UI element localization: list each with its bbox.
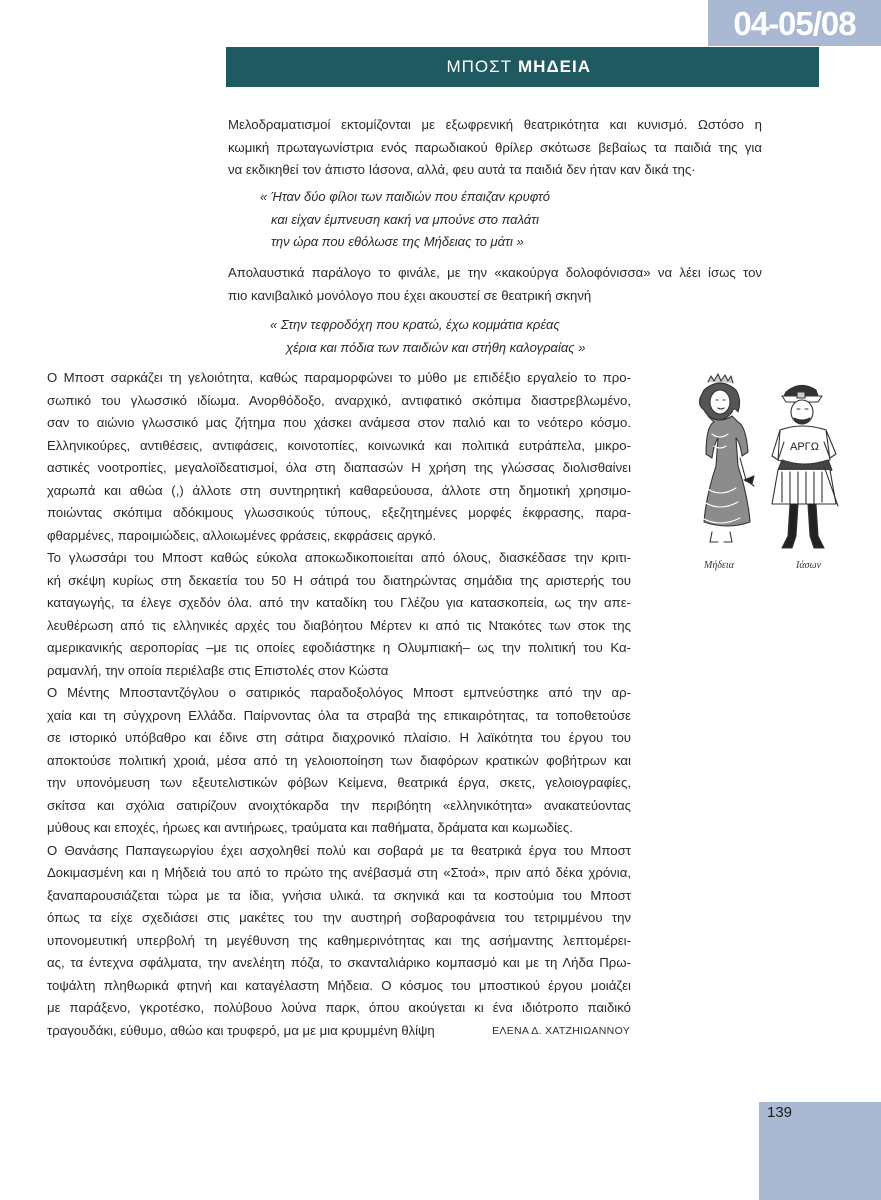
text-line: Ο Θανάσης Παπαγεωργίου έχει ασχοληθεί πολύ και σοβαρά με τα θεατρικά έργα του Μποστ: [47, 842, 631, 858]
text-line: να εκδικηθεί τον άπιστο Ιάσονα, αλλά, φευ αυτά τα παιδιά δεν ήταν καν δικά της·: [228, 162, 696, 177]
intro-paragraph: [228, 114, 762, 182]
text-line: χαρωπά και αθώα (,) άλλοτε στη συντηρητική καθαρεύουσα, άλλοτε στη δημοτική χρησιμο-: [47, 482, 631, 498]
text-line: καταγωγής, τα έλεγε σχεδόν όλα. από την καταδίκη του Γλέζου για κατασκοπεία, ως την απε-: [47, 595, 631, 610]
text-line: με παράξενο, γκροτέσκο, πολύβουο λούνα παρκ, όπου ακούγεται κι ένα ιδιότροπο παιδικό: [47, 1000, 631, 1015]
text-line: ξαναπαρουσιάζεται τώρα με τα ίδια, γνήσια υλικά. τα σκηνικά και τα κοστούμια του Μποστ: [47, 887, 631, 903]
article-body: [47, 367, 631, 1042]
text-line: Απολαυστικά παράλογο το φινάλε, με την «κακούργα δολοφόνισσα» να λέει ίσως τον: [228, 265, 762, 280]
verse-line: την ώρα που εθόλωσε της Μήδειας το μάτι »: [271, 234, 524, 249]
article-title-bar: [226, 47, 819, 87]
text-line: φθαρμένες, παροιμιώδεις, αλλοιωμένες φράσεις, εκφράσεις αργκό.: [47, 527, 437, 543]
text-line: σαν το αιώνιο γλωσσικό μας ζήτημα που χάσκει ανάμεσα στον παλιό και το νεότερο κόσμο.: [47, 415, 631, 430]
text-line: την υπονόμευση των εξευτελιστικών φόβων Κείμενα, θεατρικά έργα, σκετς, γελοιογραφίες,: [47, 775, 631, 790]
page-number-box: [759, 1102, 881, 1200]
verse-line: και είχαν έμπνευση κακή να μπούνε στο παλάτι: [271, 211, 539, 227]
text-line: Μελοδραματισμοί εκτομίζονται με εξωφρενική θεατρικότητα και κυνισμό. Ωστόσο η: [228, 117, 762, 132]
text-line: Ο Μέντης Μποσταντζόγλου ο σατιρικός παραδοξολόγος Μποστ εμπνεύστηκε από την αρ-: [47, 685, 631, 700]
verse-line: χέρια και πόδια των παιδιών και στήθη καλογραίας »: [286, 339, 586, 355]
text-line: πιο κανιβαλικό μονόλογο που έχει ακουστεί σε θεατρική σκηνή: [228, 287, 592, 303]
verse-quote-1: [260, 186, 550, 254]
title-main: ΜΗΔΕΙΑ: [518, 57, 591, 76]
text-line: όπως τα είχε σχεδιάσει στις μακέτες του την αυστηρή σοβαροφάνεια του τετριμμένου την: [47, 910, 631, 925]
text-line: χαία και τη σύγχρονη Ελλάδα. Παίρνοντας όλα τα στραβά της επικαιρότητας, τα τοποθετούσε: [47, 707, 631, 723]
caption-jason: Ιάσων: [796, 560, 822, 571]
text-line: σκίτσα και σχόλια σατιρίζουν ανοιχτόκαρδα την περιβόητη «ελληνικότητα» ανακατεύοντας: [47, 797, 631, 813]
middle-paragraph: [228, 262, 762, 307]
text-line: ποιώντας σκόπιμα αδόκιμους γλωσσικούς τύπους, εξεζητημένες μορφές έκφρασης, παρα-: [47, 505, 631, 520]
text-line: σε ιστορικό υπόβαθρο και έδινε στη σάτιρα διαχρονικό πλαίσιο. Η λαϊκότητα του έργου του: [47, 730, 631, 745]
text-line: αστικές νοοτροπίες, μεγαλοϊδεατισμοί, όλα στη διαπασών Η χρήση της γλώσσας διολισθαίνει: [47, 460, 631, 475]
verse-line: « Στην τεφροδόχη που κρατώ, έχω κομμάτια κρέας: [270, 317, 560, 332]
shield-text: ΑΡΓΩ: [790, 441, 819, 453]
text-line: κή σκέψη κυρίως στη δεκαετία του 50 Η σάτιρά του διατηρώντας σημάδια της αριστερής του: [47, 572, 631, 588]
text-line: ας, τα έντεχνα σφάλματα, την ανελέητη πόζα, το σκανταλιάρικο κομπασμό και με τη Λήδα Πρω-: [47, 955, 631, 970]
issue-number-tab: 04-05/08: [708, 0, 881, 46]
author-signature: ΕΛΕΝΑ Δ. ΧΑΤΖΗΙΩΑΝΝΟΥ: [492, 1025, 630, 1037]
text-line: αποκτούσε πολιτική χροιά, μέσα από τη γελοιοποίηση των διαφόρων κρατικών φοβήτρων και: [47, 752, 631, 768]
medea-jason-illustration: [678, 372, 850, 572]
text-line: τοψάλτη πληθωρικά φτηνή και καταγέλαστη Μήδεια. Ο κόσμος του μποστικού έργου μοιάζει: [47, 977, 631, 993]
text-line: Δοκιμασμένη και η Μήδειά του από το πρώτο της ανέβασμά στη «Στοά», πριν από δέκα χρόνια,: [47, 865, 631, 880]
title-prefix: ΜΠΟΣΤ: [446, 57, 512, 76]
caption-medea: Μήδεια: [704, 560, 734, 571]
text-line: Το γλωσσάρι του Μποστ καθώς εύκολα αποκωδικοποιείται από όλους, διασκέδασε την κριτι-: [47, 550, 631, 565]
text-line: μύθους και εποχές, ήρωες και αντιήρωες, τραύματα και παθήματα, δράματα και κωμωδίες.: [47, 820, 573, 835]
verse-quote-2: [270, 314, 585, 359]
text-line: τραγουδάκι, εύθυμο, αθώο και τρυφερό, μα με μια κρυμμένη θλίψη: [47, 1022, 435, 1038]
text-line: λευθέρωση από τις ελληνικές αρχές του διαβόητου Μέρτεν κι από τις Ντακότες των στοκ της: [47, 617, 631, 633]
text-line: ραμανλή, την οποία περιέλαβε στις Επιστολές στον Κώστα: [47, 662, 389, 678]
text-line: αμερικανικής αεροπορίας –με τις οποίες εφοδιάστηκε η Ολυμπιακή– ως την πολιτική του Κα-: [47, 640, 631, 655]
text-line: σωπικό του γλωσσικό ιδίωμα. Ανορθόδοξο, αναρχικό, αντιφατικό σκόπιμα διαστρεβλωμένο,: [47, 392, 631, 408]
text-line: Ο Μποστ σαρκάζει τη γελοιότητα, καθώς παραμορφώνει το μύθο με επιδέξιο εργαλείο το προ-: [47, 370, 631, 385]
page-number: 139: [767, 1104, 793, 1121]
verse-line: « Ήταν δύο φίλοι των παιδιών που έπαιζαν κρυφτό: [260, 189, 550, 204]
text-line: υπονομευτική υπερβολή τη μεγέθυνση της καθημερινότητας και της ασήμαντης λεπτομέρει-: [47, 932, 631, 948]
text-line: Ελληνικούρες, αντιθέσεις, αντιφάσεις, κοινοτοπίες, κοινωνικά και πολιτικά ευτράπελα, μικρο-: [47, 437, 631, 453]
text-line: κωμική πρωταγωνίστρια ενός παρωδιακού θρίλερ σκότωσε βεβαίως τα παιδιά της για: [228, 139, 762, 155]
